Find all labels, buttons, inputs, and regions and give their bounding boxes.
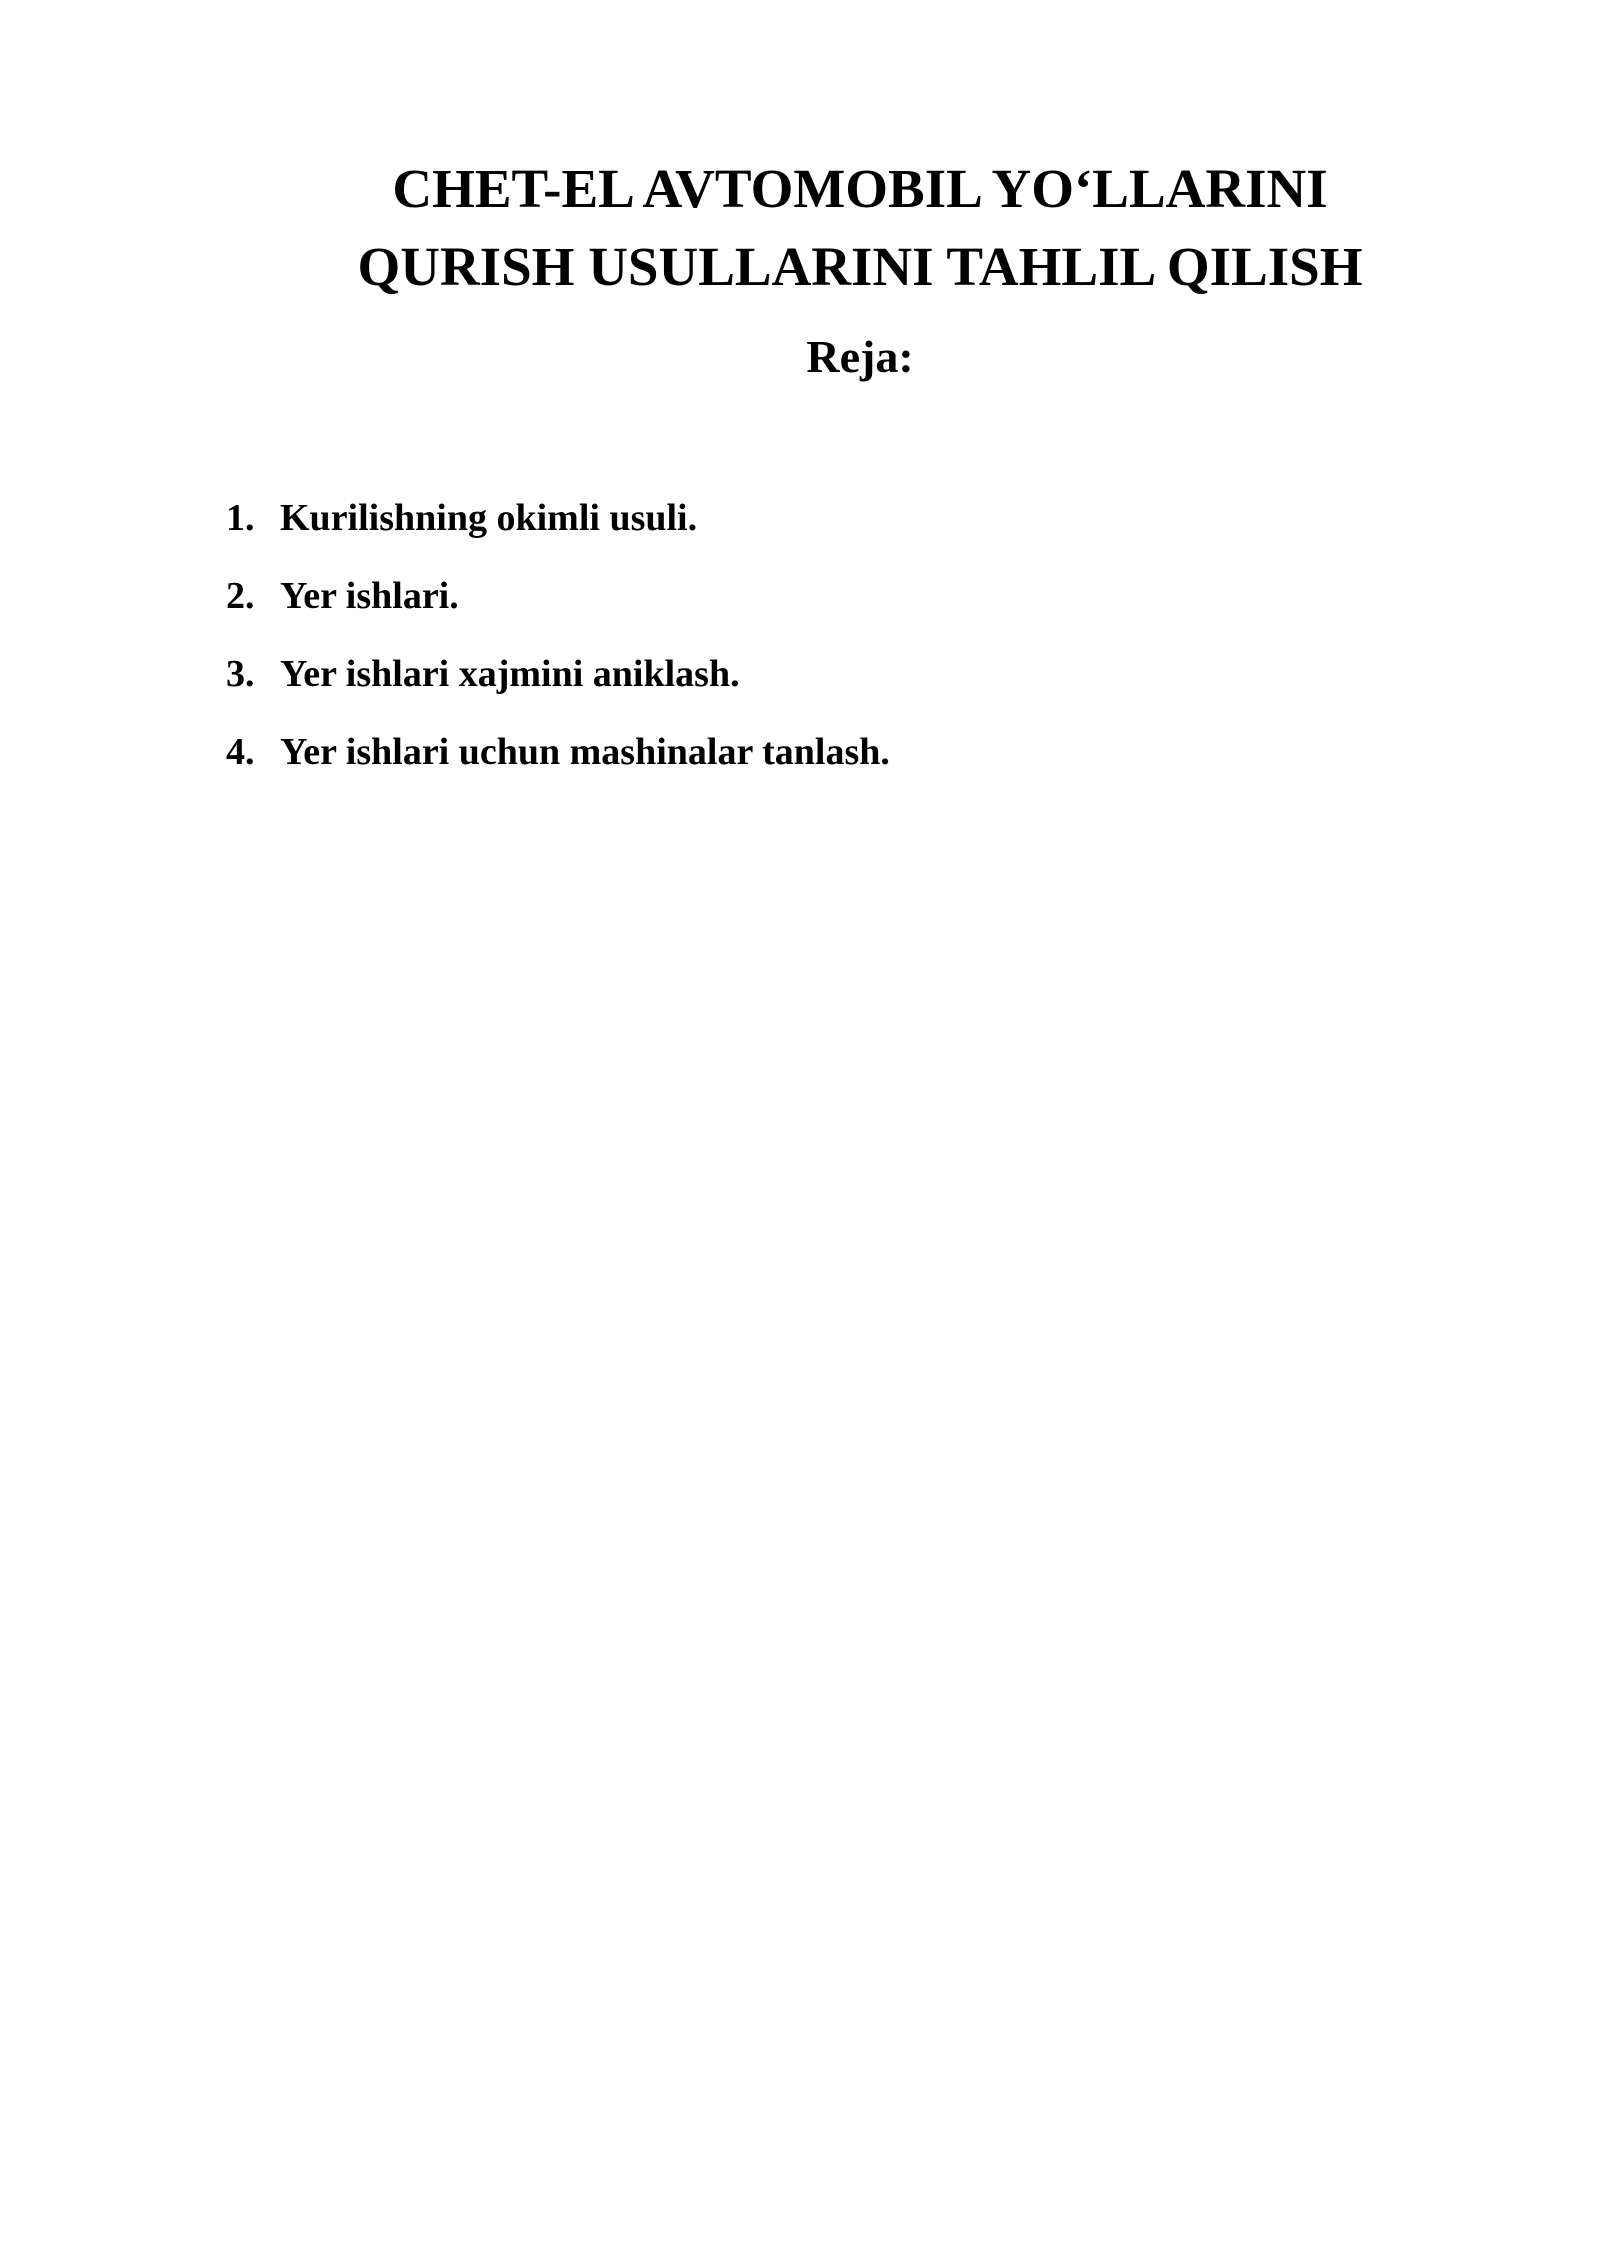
plan-item-number: 4. bbox=[226, 731, 255, 773]
plan-heading: Reja: bbox=[806, 331, 914, 382]
plan-item-number: 2. bbox=[226, 575, 255, 617]
title-line-1: CHET-EL AVTOMOBIL YO‘LLARINI bbox=[392, 158, 1328, 219]
plan-list bbox=[226, 488, 890, 800]
plan-item-text: Yer ishlari xajmini aniklash. bbox=[280, 653, 740, 695]
plan-item-2 bbox=[226, 566, 890, 644]
plan-item-text: Yer ishlari. bbox=[280, 575, 459, 617]
plan-item-number: 1. bbox=[226, 497, 255, 539]
document-title bbox=[250, 150, 1470, 306]
plan-item-text: Yer ishlari uchun mashinalar tanlash. bbox=[280, 731, 890, 773]
plan-item-number: 3. bbox=[226, 653, 255, 695]
plan-item-1 bbox=[226, 488, 890, 566]
title-line-2: QURISH USULLARINI TAHLIL QILISH bbox=[357, 236, 1363, 297]
plan-item-4 bbox=[226, 722, 890, 800]
plan-item-3 bbox=[226, 644, 890, 722]
plan-item-text: Kurilishning okimli usuli. bbox=[280, 497, 698, 539]
